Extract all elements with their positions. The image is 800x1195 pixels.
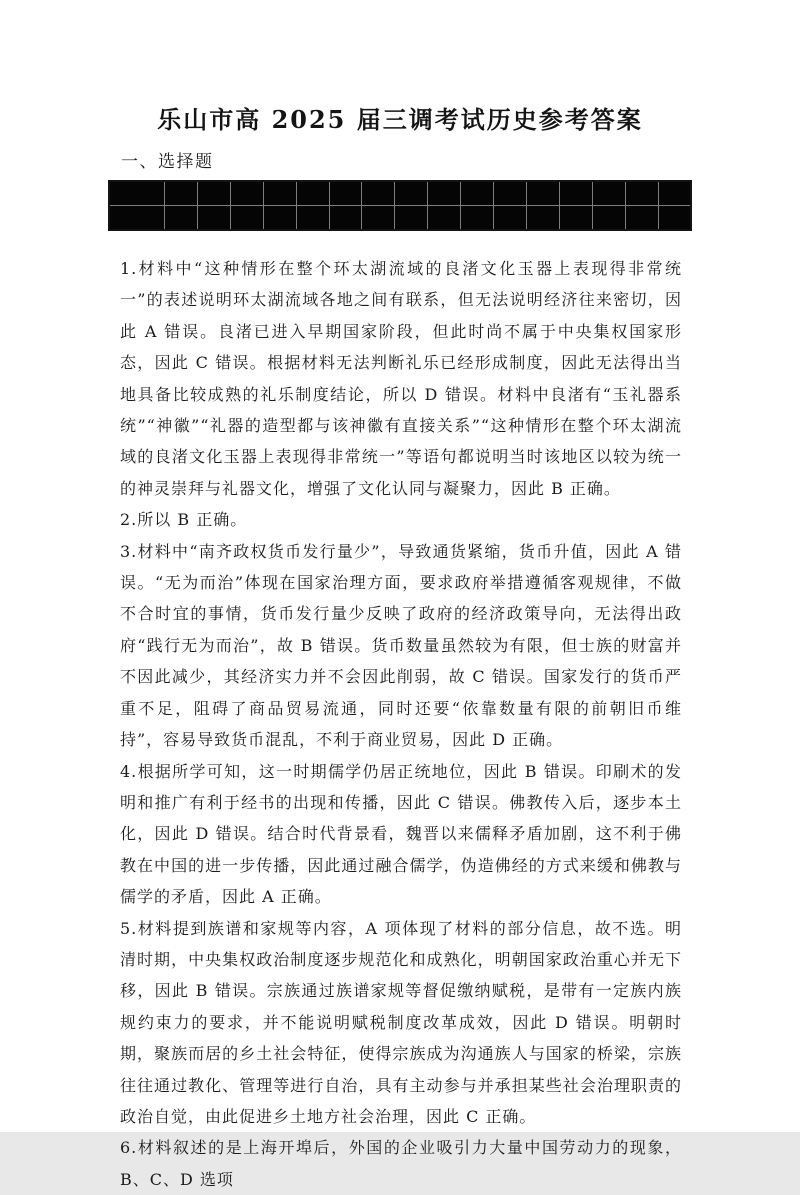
answer-table-cell [658,206,691,231]
answer-table-cell [263,181,296,206]
page-title: 乐山市高 2025 届三调考试历史参考答案 [157,105,643,134]
answer-table-cell [625,206,658,231]
answer-table-cell [494,181,527,206]
explanation-paragraph: 6.材料叙述的是上海开埠后，外国的企业吸引力大量中国劳动力的现象，B、C、D 选项 [120,1138,682,1189]
answer-table-cell [461,181,494,206]
answer-table-cell [165,181,198,206]
answer-table-cell [362,181,395,206]
answer-table-cell [494,206,527,231]
section-heading-multiple-choice: 一、选择题 [121,152,214,172]
answer-table-row [109,181,691,206]
answer-table-cell [109,181,165,206]
answer-table-cell [658,181,691,206]
answer-table-cell [428,206,461,231]
answer-table-cell [592,206,625,231]
answer-table-body [109,181,691,230]
explanation-paragraph: 2.所以 B 正确。 [120,510,248,530]
answer-table-cell [109,206,165,231]
explanation-paragraph: 1.材料中“这种情形在整个环太湖流域的良渚文化玉器上表现得非常统一”的表述说明环太湖流域各地之间有联系，但无法说明经济往来密切，因此 A 错误。良渚已进入早期国家阶段，但此时尚不属于中央集权国家形态，因此 C 错误。根据材料无法判断礼乐已经形成制度，因此无法得出当地具备比较成熟的礼乐制度结论，所以 D 错误。材料中良渚有“玉礼器系统”“神徽”“礼器的造型都与该神徽有直接关系”“这种情形在整个环太湖流域的良渚文化玉器上表现得非常统一”等语句都说明当时该地区以较为统一的神灵崇拜与礼器文化，增强了文化认同与凝聚力，因此 B 正确。 [120,259,682,498]
answer-table-cell [230,206,263,231]
answer-table-cell [263,206,296,231]
answer-table-cell [395,206,428,231]
answer-table-cell [362,206,395,231]
answer-table-cell [461,206,494,231]
answer-table-cell [625,181,658,206]
answer-table-cell [197,206,230,231]
answer-table-cell [329,206,362,231]
answer-table-cell [165,206,198,231]
explanation-paragraph: 4.根据所学可知，这一时期儒学仍居正统地位，因此 B 错误。印刷术的发明和推广有利于经书的出现和传播，因此 C 错误。佛教传入后，逐步本土化，因此 D 错误。结合时代背景看，魏晋以来儒释矛盾加剧，这不利于佛教在中国的进一步传播，因此通过融合儒学，伪造佛经的方式来缓和佛教与儒学的矛盾，因此 A 正确。 [120,761,682,907]
answer-table [108,180,692,231]
answer-table-cell [592,181,625,206]
answer-table-cell [559,181,592,206]
answer-table-cell [296,181,329,206]
answer-table-cell [329,181,362,206]
answer-table-cell [296,206,329,231]
answer-table-cell [559,206,592,231]
answer-explanations [120,253,682,1195]
answer-table-cell [197,181,230,206]
explanation-paragraph: 5.材料提到族谱和家规等内容，A 项体现了材料的部分信息，故不选。明清时期，中央集权政治制度逐步规范化和成熟化，明朝国家政治重心并无下移，因此 B 错误。宗族通过族谱家规等督促缴纳赋税，是带有一定族内族规约束力的要求，并不能说明赋税制度改革成效，因此 D 错误。明朝时期，聚族而居的乡土社会特征，使得宗族成为沟通族人与国家的桥梁，宗族往往通过教化、管理等进行自治，具有主动参与并承担某些社会治理职责的政治自觉，由此促进乡土地方社会治理，因此 C 正确。 [120,918,682,1126]
answer-table-cell [526,206,559,231]
answer-table-row [109,206,691,231]
answer-table-cell [230,181,263,206]
explanation-paragraph: 3.材料中“南齐政权货币发行量少”，导致通货紧缩，货币升值，因此 A 错误。“无为而治”体现在国家治理方面，要求政府举措遵循客观规律，不做不合时宜的事情，货币发行量少反映了政府的经济政策导向，无法得出政府“践行无为而治”，故 B 错误。货币数量虽然较为有限，但士族的财富并不因此减少，其经济实力并不会因此削弱，故 C 错误。国家发行的货币严重不足，阻碍了商品贸易流通，同时还要“依靠数量有限的前朝旧币维持”，容易导致货币混乱，不利于商业贸易，因此 D 正确。 [120,541,682,750]
answer-table-cell [428,181,461,206]
answer-table-cell [526,181,559,206]
answer-table-cell [395,181,428,206]
